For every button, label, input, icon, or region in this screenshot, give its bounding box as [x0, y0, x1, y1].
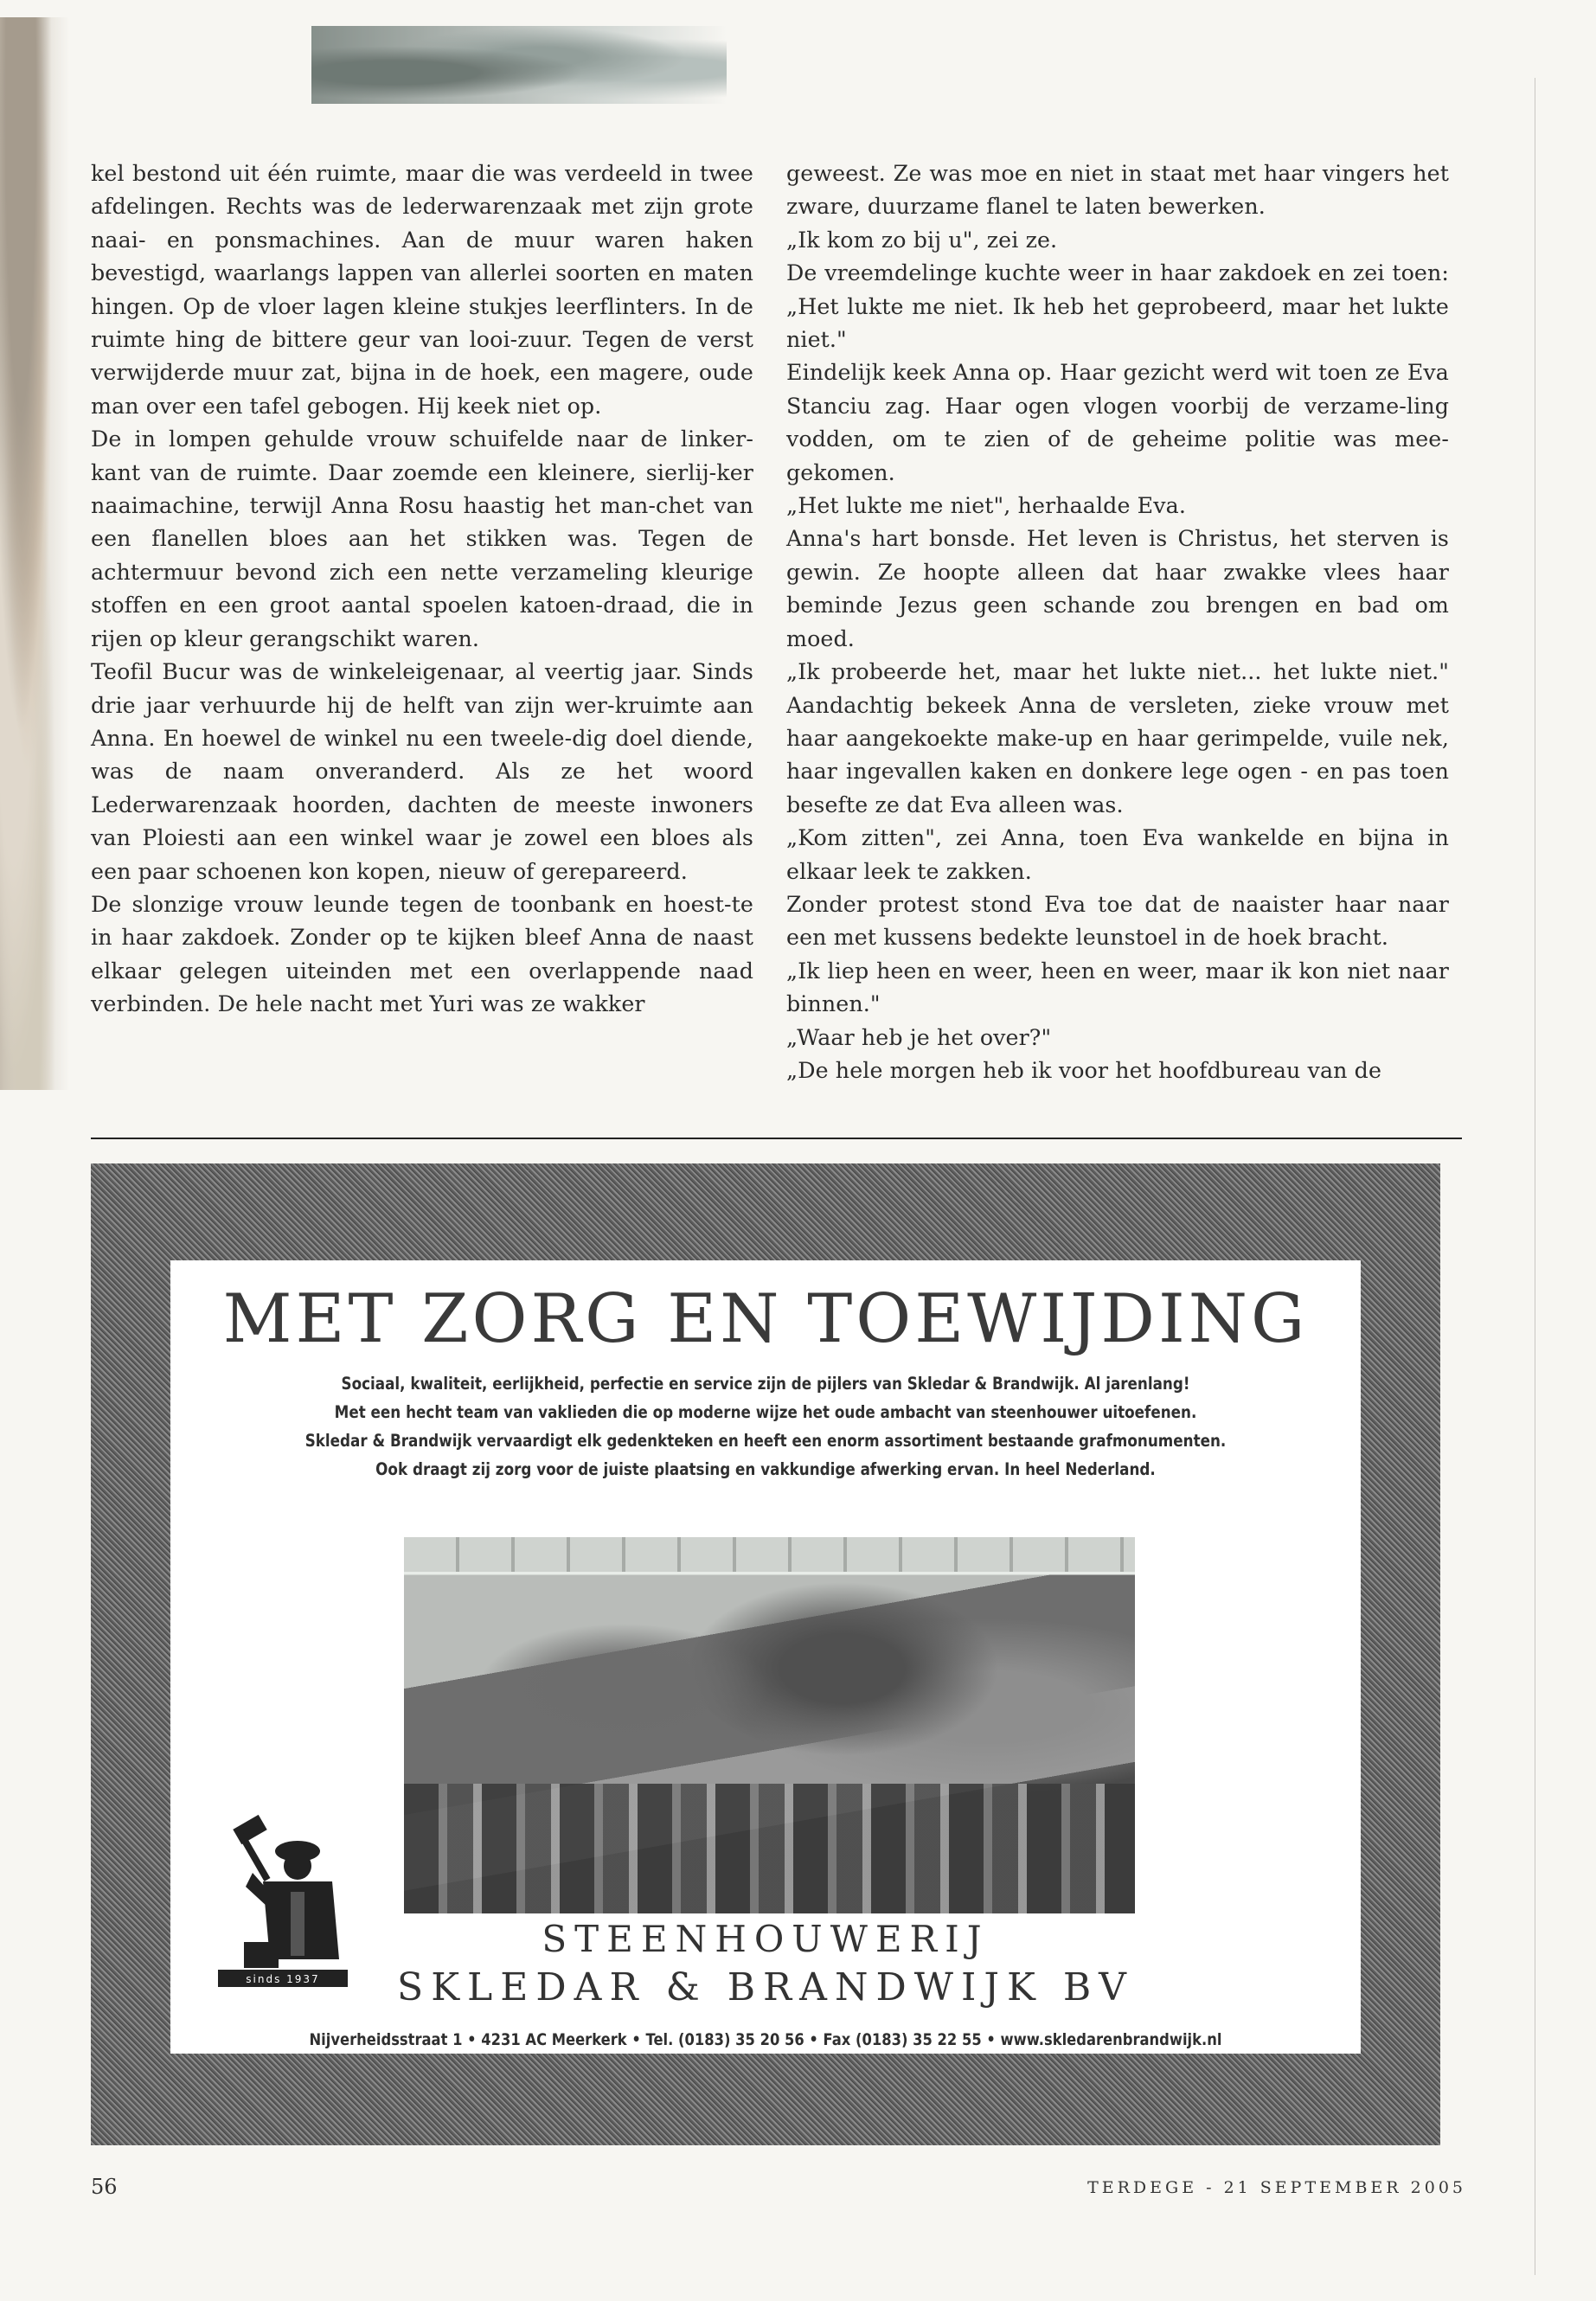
article-column-left [91, 157, 753, 1096]
paragraph: Eindelijk keek Anna op. Haar gezicht werd wit toen ze Eva Stanciu zag. Haar ogen vlogen voorbij de verzame-ling vodden, om te zien of de geheime politie was mee-gekomen. [786, 360, 1449, 485]
paragraph: kel bestond uit één ruimte, maar die was verdeeld in twee afdelingen. Rechts was de lederwarenzaak met zijn grote naai- en ponsmachines. Aan de muur waren haken bevestigd, waarlangs lappen van allerlei soorten en maten hingen. Op de vloer lagen kleine stukjes leerflinters. In de ruimte hing de bittere geur van looi-zuur. Tegen de verst verwijderde muur zat, bijna in de hoek, een magere, oude man over een tafel gebogen. Hij keek niet op. [91, 161, 753, 419]
paragraph: „Ik kom zo bij u", zei ze. [786, 227, 1058, 253]
showroom-roof [404, 1537, 1135, 1572]
paragraph: Zonder protest stond Eva toe dat de naaister haar naar een met kussens bedekte leunstoel in de hoek bracht. [786, 891, 1449, 951]
company-name-line1: STEENHOUWERIJ [542, 1918, 990, 1960]
paragraph: „Kom zitten", zei Anna, toen Eva wankelde en bijna in elkaar leek te zakken. [786, 825, 1449, 884]
section-divider [91, 1138, 1462, 1139]
ad-body-line: Met een hecht team van vaklieden die op moderne wijze het oude ambacht van steenhouwer uitoefenen. [334, 1402, 1197, 1422]
company-name-line2: SKLEDAR & BRANDWIJK BV [397, 1965, 1134, 2009]
paragraph: „Ik liep heen en weer, heen en weer, maar ik kon niet naar binnen." [786, 958, 1449, 1017]
paragraph: „Het lukte me niet", herhaalde Eva. [786, 493, 1186, 519]
advertisement [91, 1163, 1440, 2145]
advertisement-panel [170, 1260, 1361, 2054]
paragraph: „De hele morgen heb ik voor het hoofdbureau van de [786, 1057, 1382, 1083]
paragraph: Anna's hart bonsde. Het leven is Christus, het sterven is gewin. Ze hoopte alleen dat haar zwakke vlees haar beminde Jezus geen schande zou brengen en bad om moed. [786, 526, 1449, 651]
paragraph: Teofil Bucur was de winkeleigenaar, al veertig jaar. Sinds drie jaar verhuurde hij de helft van zijn wer-kruimte aan Anna. En hoewel de winkel nu een tweele-dig doel diende, was de naam onveranderd. Als ze het woord Lederwarenzaak hoorden, dachten de meeste inwoners van Ploiesti aan een winkel waar je zowel een bloes als een paar schoenen kon kopen, nieuw of gerepareerd. [91, 659, 753, 884]
paragraph: geweest. Ze was moe en niet in staat met haar vingers het zware, duurzame flanel te laten bewerken. [786, 161, 1449, 220]
logo-since-text: sinds 1937 [246, 1973, 320, 1985]
paragraph: De in lompen gehulde vrouw schuifelde naar de linker-kant van de ruimte. Daar zoemde een kleinere, sierlij-ker naaimachine, terwijl Anna Rosu haastig het man-chet van een flanellen bloes aan het stikken was. Tegen de achtermuur bevond zich een nette verzameling kleurige stoffen en een groot aantal spoelen katoen-draad, die in rijen op kleur gerangschikt waren. [91, 426, 753, 651]
paragraph: De vreemdelinge kuchte weer in haar zakdoek en zei toen: „Het lukte me niet. Ik heb het geprobeerd, maar het lukte niet." [786, 260, 1449, 353]
decorative-side-image [0, 17, 69, 1090]
ad-body-line: Skledar & Brandwijk vervaardigt elk gedenkteken en heeft een enorm assortiment bestaande grafmonumenten. [304, 1431, 1227, 1451]
publication-info: TERDEGE - 21 SEPTEMBER 2005 [1087, 2178, 1466, 2197]
page-number: 56 [91, 2175, 118, 2199]
paragraph: De slonzige vrouw leunde tegen de toonbank en hoest-te in haar zakdoek. Zonder op te kijken bleef Anna de naast elkaar gelegen uiteinden met een overlappende naad verbinden. De hele nacht met Yuri was ze wakker [91, 891, 753, 1017]
article-column-right [786, 157, 1449, 1096]
ad-body-text [253, 1369, 1277, 1484]
article-body [91, 157, 1449, 1096]
ad-body-line: Ook draagt zij zorg voor de juiste plaatsing en vakkundige afwerking ervan. In heel Nederland. [375, 1459, 1156, 1479]
decorative-header-image [311, 26, 727, 104]
showroom-photo [404, 1537, 1135, 1913]
gravestones [404, 1784, 1135, 1913]
ad-headline: MET ZORG EN TOEWIJDING [222, 1280, 1309, 1358]
company-contact: Nijverheidsstraat 1 • 4231 AC Meerkerk • Tel. (0183) 35 20 56 • Fax (0183) 35 22 55 • www.skledarenbrandwijk.nl [309, 2030, 1222, 2049]
paragraph: „Waar heb je het over?" [786, 1024, 1052, 1050]
ad-body-line: Sociaal, kwaliteit, eerlijkheid, perfectie en service zijn de pijlers van Skledar & Brandwijk. Al jarenlang! [341, 1374, 1190, 1394]
paragraph: „Ik probeerde het, maar het lukte niet... het lukte niet." Aandachtig bekeek Anna de versleten, zieke vrouw met haar aangekoekte make-up en haar gerimpelde, vuile nek, haar ingevallen kaken en donkere lege ogen - en pas toen besefte ze dat Eva alleen was. [786, 659, 1449, 817]
